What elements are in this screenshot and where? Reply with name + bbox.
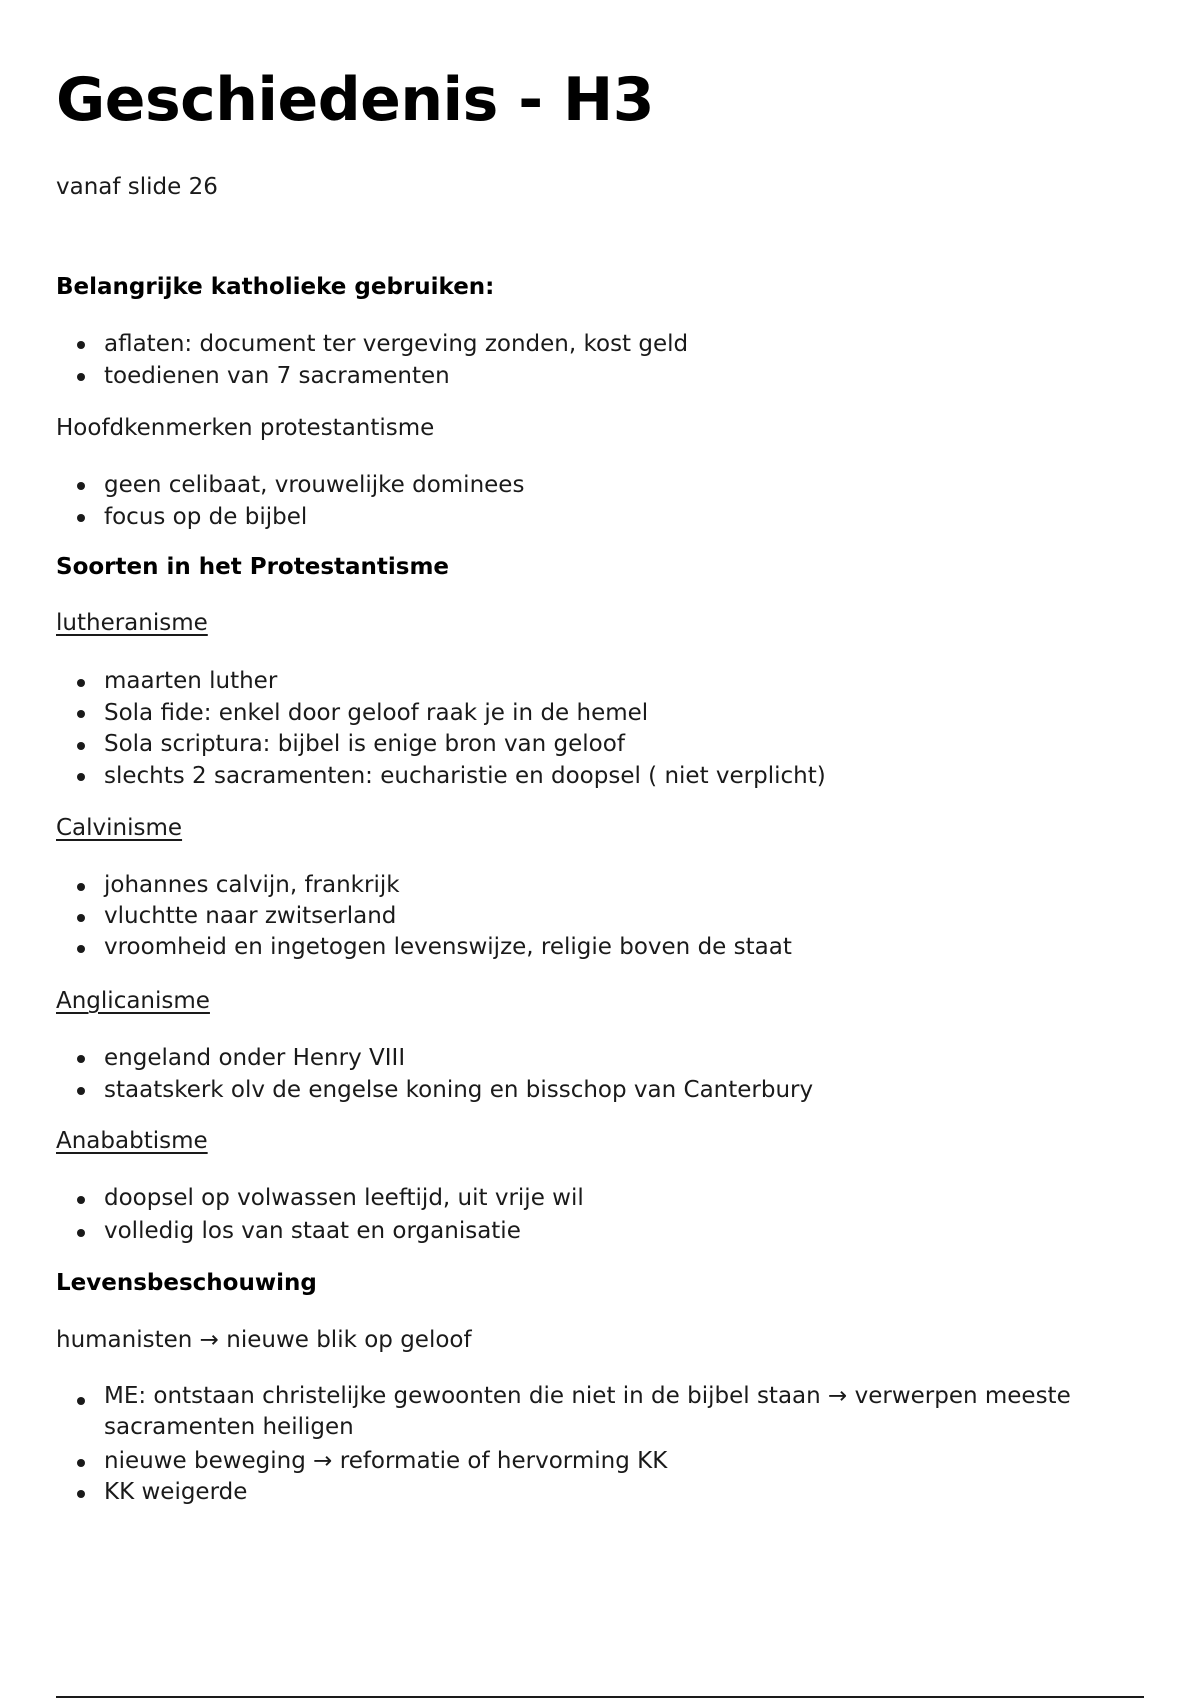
- page-divider: [56, 1696, 1144, 1698]
- heading-hoofdkenmerken-protestantisme: Hoofdkenmerken protestantisme: [56, 415, 435, 441]
- list-item: focus op de bijbel: [56, 501, 524, 533]
- list-katholieke-gebruiken: [56, 328, 688, 392]
- bullet-icon: [77, 1087, 85, 1095]
- list-anglicanisme: [56, 1042, 813, 1106]
- bullet-icon: [77, 679, 85, 687]
- heading-levensbeschouwing: Levensbeschouwing: [56, 1270, 317, 1296]
- bullet-icon: [77, 1397, 85, 1405]
- list-hoofdkenmerken-protestantisme: [56, 469, 524, 533]
- list-item: johannes calvijn, frankrijk: [56, 870, 792, 901]
- list-item: staatskerk olv de engelse koning en bisschop van Canterbury: [56, 1074, 813, 1106]
- heading-anglicanisme: Anglicanisme: [56, 988, 210, 1014]
- list-levensbeschouwing: [56, 1381, 1071, 1508]
- list-item: aflaten: document ter vergeving zonden, kost geld: [56, 328, 688, 360]
- list-item: vroomheid en ingetogen levenswijze, religie boven de staat: [56, 932, 792, 963]
- bullet-icon: [77, 514, 85, 522]
- list-item: engeland onder Henry VIII: [56, 1042, 813, 1074]
- bullet-icon: [77, 773, 85, 781]
- bullet-icon: [77, 1196, 85, 1204]
- list-item: doopsel op volwassen leeftijd, uit vrije wil: [56, 1182, 584, 1215]
- bullet-icon: [77, 710, 85, 718]
- bullet-icon: [77, 1055, 85, 1063]
- bullet-icon: [77, 1490, 85, 1498]
- list-item: slechts 2 sacramenten: eucharistie en doopsel ( niet verplicht): [56, 761, 826, 793]
- heading-soorten-protestantisme: Soorten in het Protestantisme: [56, 554, 450, 580]
- page-title: Geschiedenis - H3: [56, 65, 654, 135]
- list-item: ME: ontstaan christelijke gewoonten die niet in de bijbel staan → verwerpen meeste sacramenten heiligen: [56, 1381, 1071, 1443]
- list-item: maarten luther: [56, 666, 826, 698]
- page-subtitle: vanaf slide 26: [56, 174, 218, 200]
- list-item: toedienen van 7 sacramenten: [56, 360, 688, 392]
- bullet-icon: [77, 914, 85, 922]
- bullet-icon: [77, 373, 85, 381]
- bullet-icon: [77, 1229, 85, 1237]
- list-item: Sola scriptura: bijbel is enige bron van geloof: [56, 729, 826, 761]
- levensbeschouwing-intro: humanisten → nieuwe blik op geloof: [56, 1327, 472, 1353]
- list-item: geen celibaat, vrouwelijke dominees: [56, 469, 524, 501]
- bullet-icon: [77, 482, 85, 490]
- bullet-icon: [77, 945, 85, 953]
- heading-katholieke-gebruiken: Belangrijke katholieke gebruiken:: [56, 274, 495, 300]
- list-item: KK weigerde: [56, 1477, 1071, 1508]
- list-lutheranisme: [56, 666, 826, 792]
- heading-calvinisme: Calvinisme: [56, 815, 183, 841]
- list-item: Sola fide: enkel door geloof raak je in de hemel: [56, 698, 826, 730]
- list-item: vluchtte naar zwitserland: [56, 901, 792, 932]
- list-item: nieuwe beweging → reformatie of hervorming KK: [56, 1446, 1071, 1477]
- heading-lutheranisme: lutheranisme: [56, 610, 208, 636]
- heading-anababtisme: Anababtisme: [56, 1128, 208, 1154]
- list-anababtisme: [56, 1182, 584, 1248]
- bullet-icon: [77, 742, 85, 750]
- bullet-icon: [77, 883, 85, 891]
- bullet-icon: [77, 1459, 85, 1467]
- bullet-icon: [77, 341, 85, 349]
- list-calvinisme: [56, 870, 792, 963]
- list-item: volledig los van staat en organisatie: [56, 1215, 584, 1248]
